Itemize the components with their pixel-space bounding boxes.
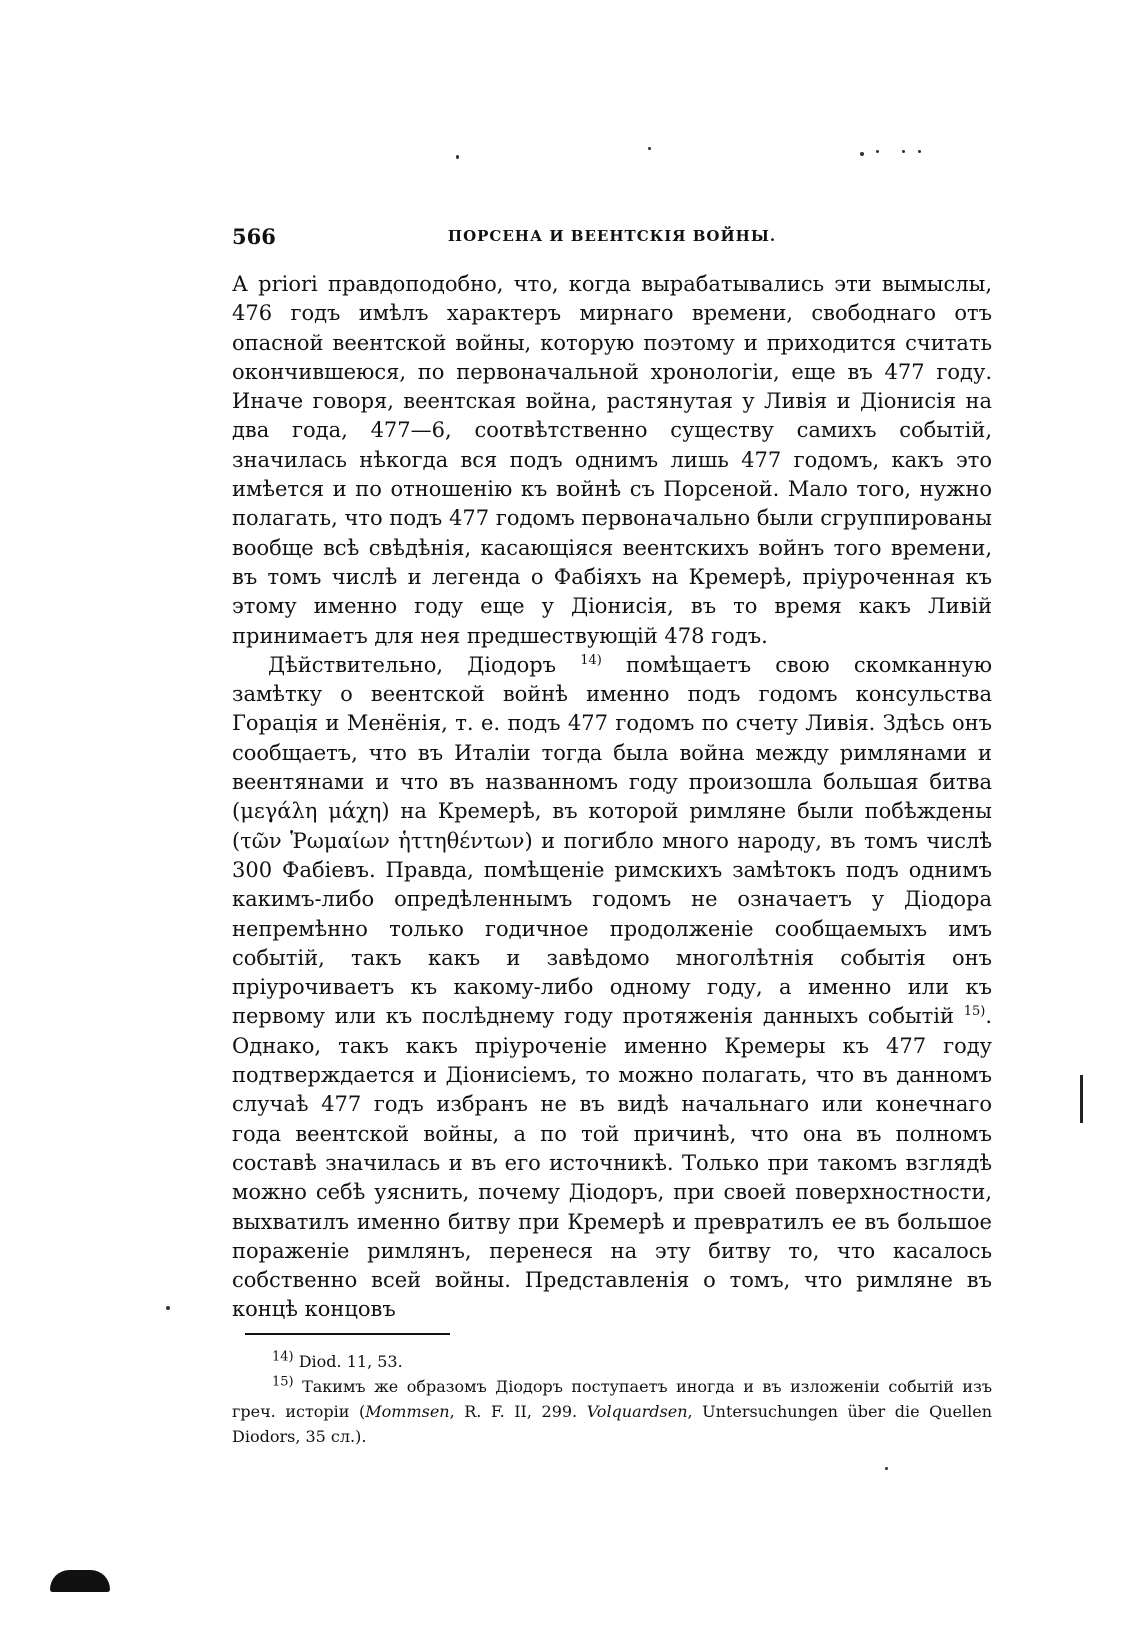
scan-speck <box>456 155 459 159</box>
scan-speck <box>166 1306 170 1310</box>
margin-mark <box>1080 1075 1083 1123</box>
footnote-author: Mommsen <box>365 1402 450 1421</box>
scan-speck <box>902 150 905 153</box>
footnotes <box>232 1349 992 1449</box>
running-title: ПОРСЕНА И ВЕЕНТСКІЯ ВОЙНЫ. <box>447 227 777 245</box>
footnote-author: Volquardsen <box>586 1402 688 1421</box>
body-text <box>232 270 992 1325</box>
footnote-ref-14: 14) <box>580 652 602 668</box>
footnote-ref-15: 15) <box>963 1004 986 1020</box>
paragraph-1: А priori правдоподобно, что, когда вырабатывались эти вымыслы, 476 годъ имѣлъ характеръ мирнаго времени, свободнаго отъ опасной веентской войны, которую поэтому и приходится считать окончившеюся, по первоначальной хронологіи, еще въ 477 году. Иначе говоря, веентская война, растянутая у Ливія и Діонисія на два года, 477—6, соотвѣтственно существу самихъ событій, значилась нѣкогда вся подъ однимъ лишь 477 годомъ, какъ это имѣется и по отношенію къ войнѣ съ Порсеной. Мало того, нужно полагать, что подъ 477 годомъ первоначально были сгруппированы вообще всѣ свѣдѣнія, касающіяся веентскихъ войнъ того времени, въ томъ числѣ и легенда о Фабіяхъ на Кремерѣ, пріуроченная къ этому именно году еще у Діонисія, въ то время какъ Ливій принимаетъ для нея предшествующій 478 годъ. <box>232 272 992 648</box>
scan-speck <box>876 150 879 153</box>
footnote-separator <box>245 1333 450 1335</box>
footnote-text: , Untersuchungen über die Quellen Diodors, 35 сл.). <box>232 1402 992 1446</box>
footnote-text: Diod. 11, 53. <box>293 1352 403 1371</box>
footnote-marker: 15) <box>272 1374 294 1390</box>
page-header <box>232 224 992 258</box>
footnote-text: , R. F. II, 299. <box>449 1402 587 1421</box>
paragraph-2-text: помѣщаетъ свою скомканную замѣтку о веентской войнѣ именно подъ годомъ консульства Горація и Менёнія, т. е. подъ 477 годомъ по счету Ливія. Здѣсь онъ сообщаетъ, что въ Италіи тогда была война между римлянами и веентянами и что въ названномъ году произошла большая битва (μεγάλη μάχη) на Кремерѣ, въ которой римляне были побѣждены (τῶν Ῥωμαίων ἡττηθέντων) и погибло много народу, въ томъ числѣ 300 Фабіевъ. Правда, помѣщеніе римскихъ замѣтокъ подъ однимъ какимъ-либо опредѣленнымъ годомъ не означаетъ у Діодора непремѣнно только годичное продолженіе сообщаемыхъ имъ событій, такъ какъ и завѣдомо многолѣтнія событія онъ пріурочиваетъ къ какому-либо одному году, а именно или къ первому или къ послѣднему году протяженія данныхъ событій <box>232 652 993 1029</box>
footnote-text: Такимъ же образомъ Діодоръ поступаетъ иногда и въ изложеніи событій изъ греч. исторіи ( <box>232 1377 992 1421</box>
paragraph-2 <box>232 651 992 1325</box>
footnote-14 <box>232 1349 992 1374</box>
scan-speck <box>860 152 864 156</box>
footnote-marker: 14) <box>272 1349 294 1365</box>
paragraph-2-text: Дѣйствительно, Діодоръ <box>268 652 581 677</box>
footnote-15 <box>232 1374 992 1449</box>
page-number: 566 <box>232 224 276 249</box>
scan-speck <box>918 150 921 153</box>
scan-speck <box>648 147 651 150</box>
paragraph-2-text: . Однако, такъ какъ пріуроченіе именно Кремеры къ 477 году подтверждается и Діонисіемъ, то можно полагать, что въ данномъ случаѣ 477 годъ избранъ не въ видѣ начальнаго или конечнаго года веентской войны, а по той причинѣ, что она въ полномъ составѣ значилась и въ его источникѣ. Только при такомъ взглядѣ можно себѣ уяснить, почему Діодоръ, при своей поверхностности, выхватилъ именно битву при Кремерѣ и превратилъ ее въ большое пораженіе римлянъ, перенеся на эту битву то, что касалось собственно всей войны. Представленія о томъ, что римляне въ концѣ концовъ <box>232 1004 992 1322</box>
ink-blot <box>50 1570 110 1592</box>
scan-speck <box>885 1467 888 1470</box>
